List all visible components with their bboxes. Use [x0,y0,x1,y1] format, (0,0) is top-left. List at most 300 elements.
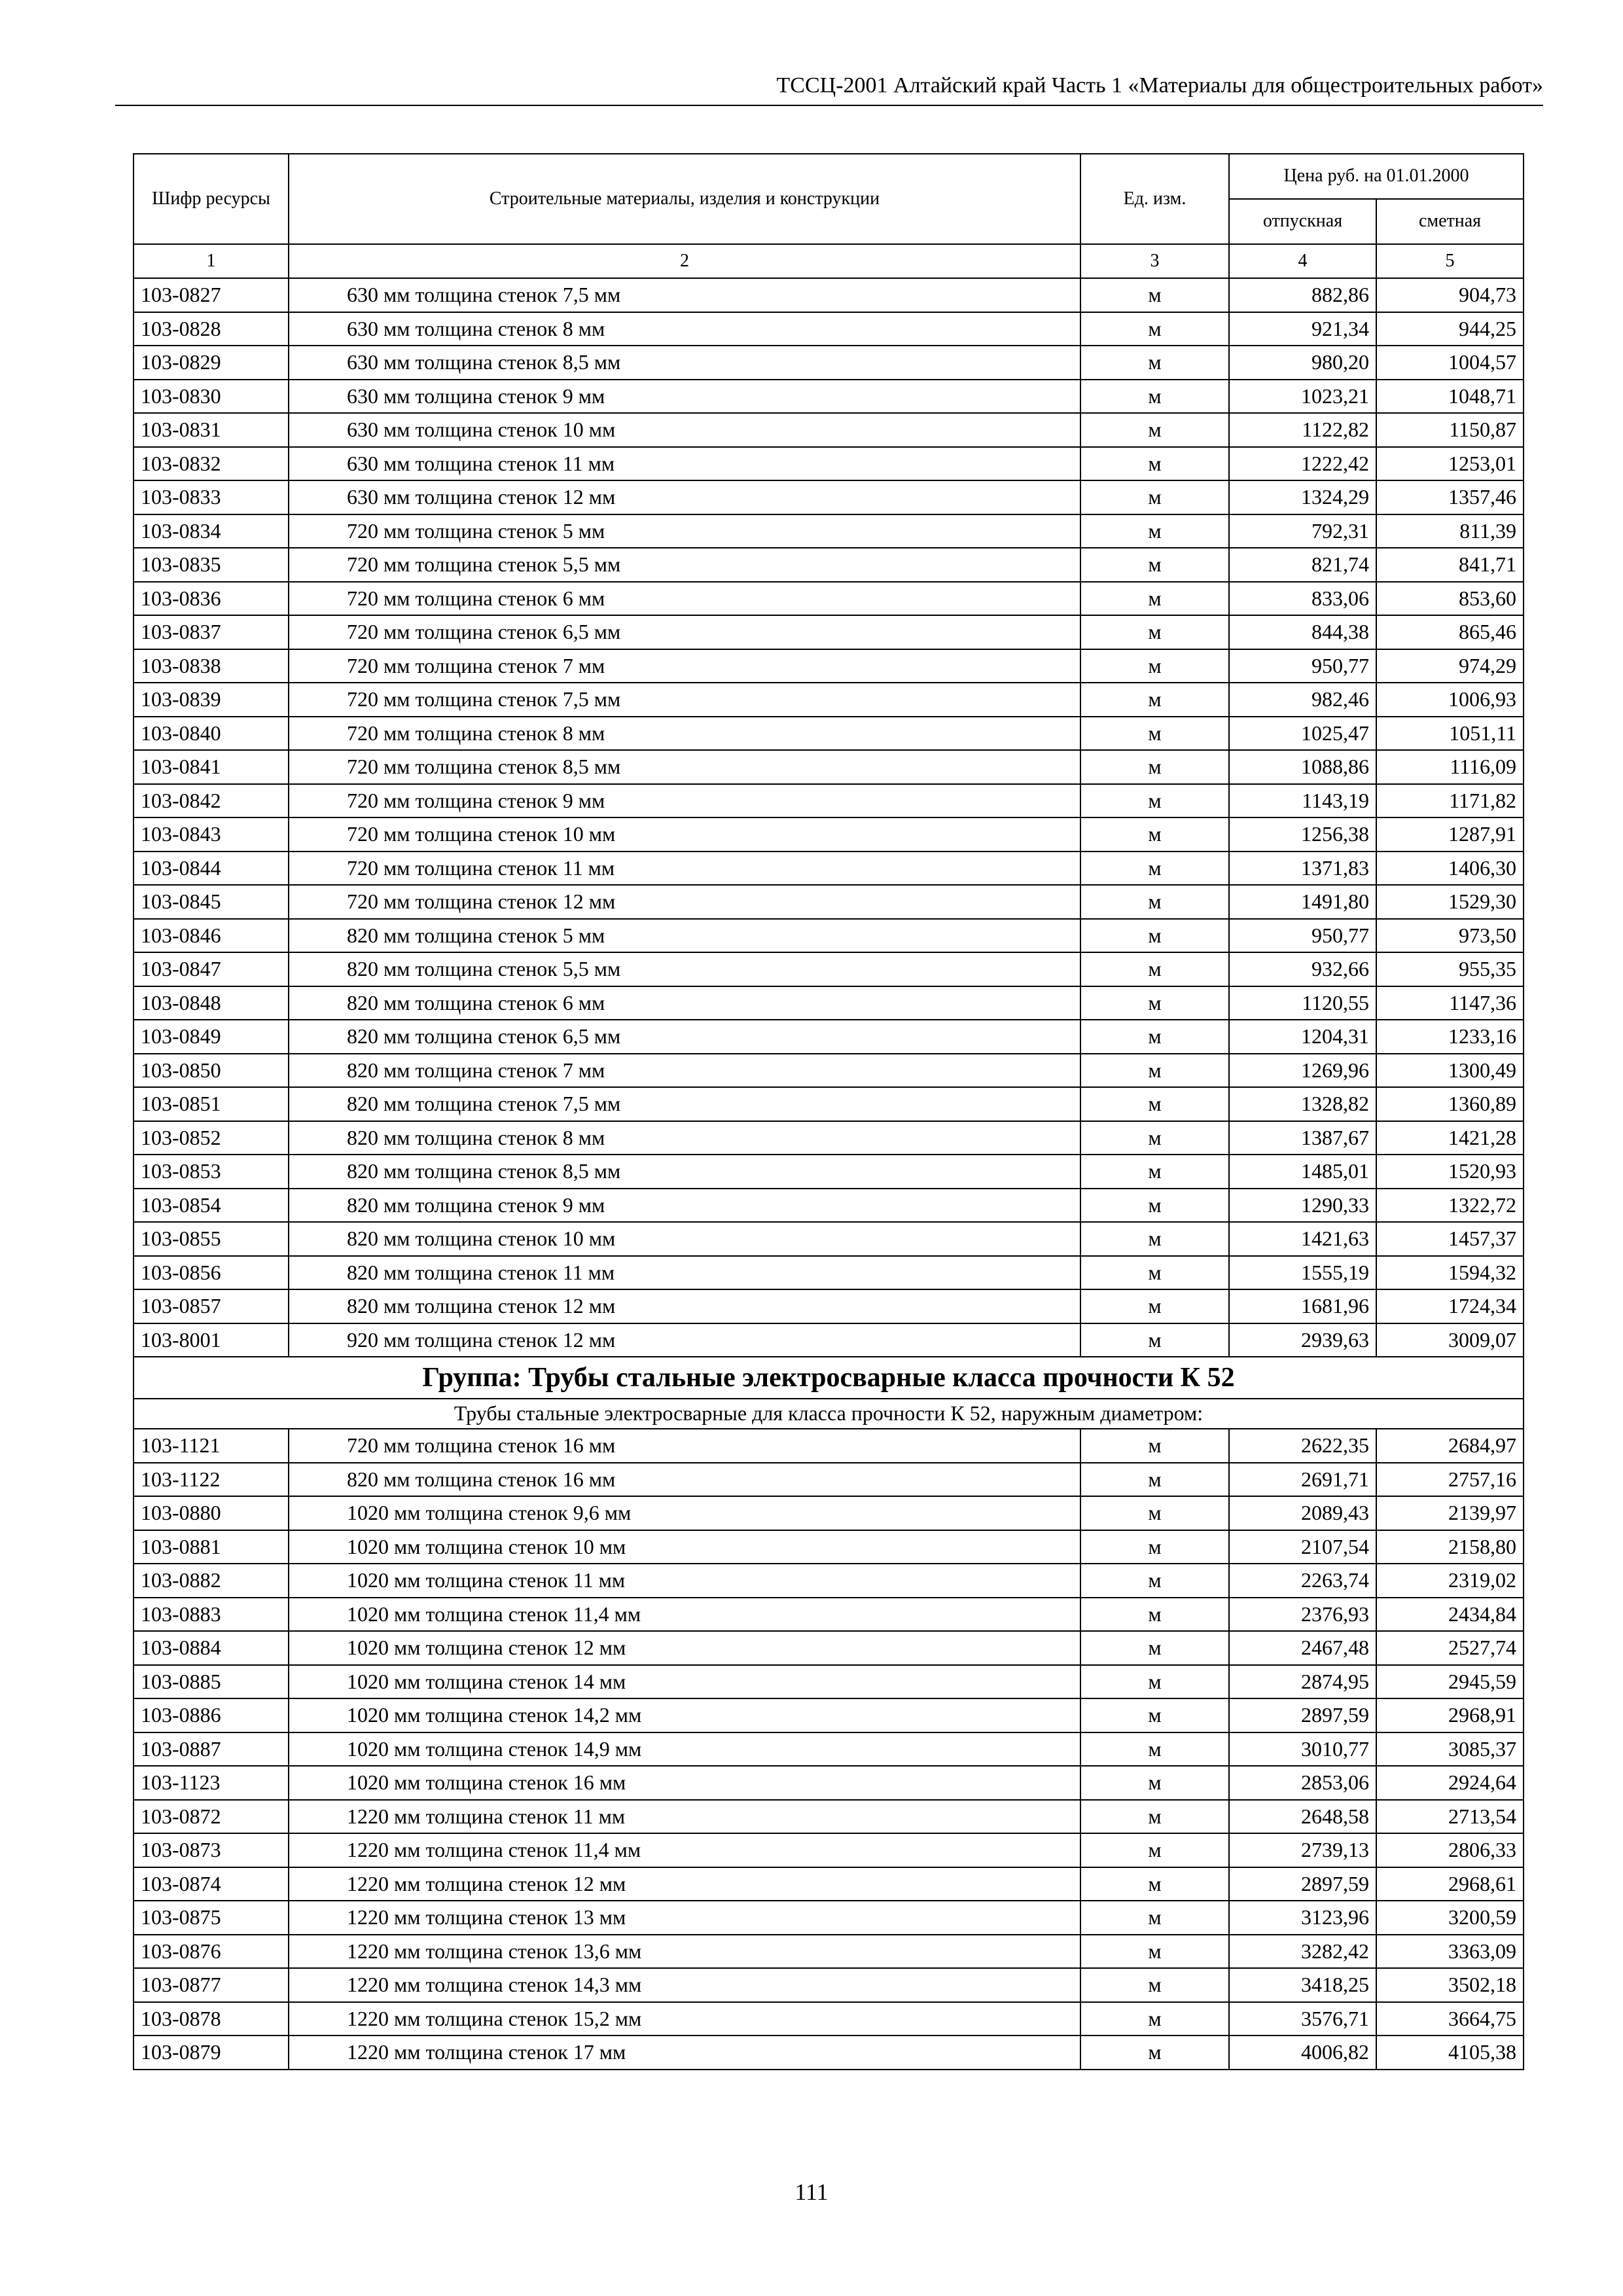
cell-estimate-price: 2968,61 [1376,1867,1524,1901]
cell-name: 820 мм толщина стенок 12 мм [289,1289,1080,1323]
cell-estimate-price: 1253,01 [1376,447,1524,481]
cell-code: 103-0848 [134,986,289,1020]
table-row [134,649,1524,683]
cell-unit: м [1080,1323,1229,1357]
cell-estimate-price: 1048,71 [1376,380,1524,414]
cell-unit: м [1080,1732,1229,1767]
cell-code: 103-0852 [134,1121,289,1155]
table-row [134,683,1524,717]
cell-code: 103-0872 [134,1800,289,1834]
cell-name: 1020 мм толщина стенок 14,2 мм [289,1698,1080,1732]
cell-estimate-price: 1300,49 [1376,1054,1524,1088]
table-row [134,548,1524,582]
cell-unit: м [1080,1665,1229,1699]
cell-code: 103-0837 [134,615,289,649]
cell-release-price: 2897,59 [1229,1698,1376,1732]
cell-release-price: 2897,59 [1229,1867,1376,1901]
cell-name: 720 мм толщина стенок 16 мм [289,1429,1080,1463]
table-row [134,1189,1524,1223]
cell-estimate-price: 2684,97 [1376,1429,1524,1463]
cell-name: 630 мм толщина стенок 8 мм [289,312,1080,346]
column-header-release-price: отпускная [1229,199,1376,244]
cell-name: 1220 мм толщина стенок 13,6 мм [289,1935,1080,1969]
cell-release-price: 1324,29 [1229,480,1376,514]
table-row [134,1665,1524,1699]
cell-code: 103-0836 [134,582,289,616]
table-row [134,1323,1524,1357]
cell-estimate-price: 865,46 [1376,615,1524,649]
cell-unit: м [1080,885,1229,919]
group-subtitle: Трубы стальные электросварные для класса прочности К 52, наружным диаметром: [134,1399,1524,1429]
cell-unit: м [1080,1463,1229,1497]
cell-estimate-price: 904,73 [1376,278,1524,312]
cell-release-price: 2089,43 [1229,1496,1376,1530]
cell-unit: м [1080,312,1229,346]
table-row [134,885,1524,919]
cell-name: 720 мм толщина стенок 5 мм [289,514,1080,548]
cell-unit: м [1080,750,1229,784]
column-number: 4 [1229,244,1376,278]
cell-name: 1020 мм толщина стенок 11 мм [289,1564,1080,1598]
cell-estimate-price: 1322,72 [1376,1189,1524,1223]
cell-release-price: 1387,67 [1229,1121,1376,1155]
cell-name: 820 мм толщина стенок 9 мм [289,1189,1080,1223]
table-row [134,1631,1524,1665]
cell-unit: м [1080,1833,1229,1867]
cell-estimate-price: 853,60 [1376,582,1524,616]
cell-release-price: 833,06 [1229,582,1376,616]
cell-unit: м [1080,1087,1229,1121]
cell-release-price: 1023,21 [1229,380,1376,414]
cell-code: 103-0841 [134,750,289,784]
cell-code: 103-0827 [134,278,289,312]
cell-release-price: 1555,19 [1229,1256,1376,1290]
cell-estimate-price: 1171,82 [1376,784,1524,818]
cell-name: 820 мм толщина стенок 5 мм [289,919,1080,953]
cell-unit: м [1080,278,1229,312]
cell-name: 920 мм толщина стенок 12 мм [289,1323,1080,1357]
cell-name: 720 мм толщина стенок 6,5 мм [289,615,1080,649]
cell-name: 630 мм толщина стенок 11 мм [289,447,1080,481]
cell-release-price: 1222,42 [1229,447,1376,481]
cell-name: 1220 мм толщина стенок 15,2 мм [289,2002,1080,2036]
cell-unit: м [1080,1935,1229,1969]
cell-release-price: 3123,96 [1229,1901,1376,1935]
cell-name: 820 мм толщина стенок 10 мм [289,1222,1080,1256]
cell-release-price: 821,74 [1229,548,1376,582]
cell-release-price: 1143,19 [1229,784,1376,818]
cell-estimate-price: 2527,74 [1376,1631,1524,1665]
cell-name: 820 мм толщина стенок 8 мм [289,1121,1080,1155]
cell-code: 103-0880 [134,1496,289,1530]
cell-release-price: 792,31 [1229,514,1376,548]
cell-unit: м [1080,413,1229,447]
cell-release-price: 1681,96 [1229,1289,1376,1323]
cell-release-price: 921,34 [1229,312,1376,346]
cell-unit: м [1080,1766,1229,1800]
cell-release-price: 1491,80 [1229,885,1376,919]
cell-unit: м [1080,952,1229,986]
header-divider [115,105,1543,106]
cell-release-price: 2853,06 [1229,1766,1376,1800]
cell-code: 103-0884 [134,1631,289,1665]
cell-code: 103-0828 [134,312,289,346]
cell-release-price: 1088,86 [1229,750,1376,784]
cell-release-price: 2263,74 [1229,1564,1376,1598]
cell-unit: м [1080,2002,1229,2036]
cell-release-price: 982,46 [1229,683,1376,717]
cell-estimate-price: 1360,89 [1376,1087,1524,1121]
cell-code: 103-0830 [134,380,289,414]
table-header-row [134,154,1524,199]
cell-unit: м [1080,919,1229,953]
cell-code: 103-0829 [134,346,289,380]
cell-code: 103-8001 [134,1323,289,1357]
cell-estimate-price: 2924,64 [1376,1766,1524,1800]
cell-code: 103-0886 [134,1698,289,1732]
cell-estimate-price: 1287,91 [1376,817,1524,852]
cell-name: 820 мм толщина стенок 11 мм [289,1256,1080,1290]
cell-code: 103-0849 [134,1020,289,1054]
cell-release-price: 2467,48 [1229,1631,1376,1665]
cell-unit: м [1080,852,1229,886]
cell-code: 103-1121 [134,1429,289,1463]
cell-release-price: 2691,71 [1229,1463,1376,1497]
cell-release-price: 980,20 [1229,346,1376,380]
cell-unit: м [1080,1901,1229,1935]
table-row [134,1463,1524,1497]
table-row [134,817,1524,852]
cell-estimate-price: 841,71 [1376,548,1524,582]
cell-name: 630 мм толщина стенок 8,5 мм [289,346,1080,380]
group-section [134,1357,1524,1429]
cell-estimate-price: 1150,87 [1376,413,1524,447]
table-row [134,2036,1524,2070]
table-row [134,1087,1524,1121]
cell-unit: м [1080,1155,1229,1189]
cell-name: 1220 мм толщина стенок 14,3 мм [289,1968,1080,2002]
cell-estimate-price: 2139,97 [1376,1496,1524,1530]
cell-name: 630 мм толщина стенок 12 мм [289,480,1080,514]
cell-unit: м [1080,548,1229,582]
table-row [134,1935,1524,1969]
group-title: Группа: Трубы стальные электросварные класса прочности К 52 [134,1357,1524,1399]
cell-estimate-price: 1233,16 [1376,1020,1524,1054]
table-row [134,717,1524,751]
cell-release-price: 1290,33 [1229,1189,1376,1223]
cell-unit: м [1080,1564,1229,1598]
cell-unit: м [1080,1054,1229,1088]
page-number: 111 [794,2179,829,2205]
cell-release-price: 1256,38 [1229,817,1376,852]
cell-unit: м [1080,1020,1229,1054]
cell-estimate-price: 1051,11 [1376,717,1524,751]
cell-code: 103-0832 [134,447,289,481]
cell-name: 1020 мм толщина стенок 11,4 мм [289,1598,1080,1632]
cell-name: 720 мм толщина стенок 12 мм [289,885,1080,919]
price-table [133,153,1524,2070]
table-row [134,1530,1524,1564]
table-row [134,1256,1524,1290]
cell-unit: м [1080,2036,1229,2070]
cell-estimate-price: 811,39 [1376,514,1524,548]
cell-unit: м [1080,1631,1229,1665]
table-row [134,2002,1524,2036]
table-row [134,1833,1524,1867]
cell-code: 103-0853 [134,1155,289,1189]
table-row [134,1598,1524,1632]
cell-release-price: 2739,13 [1229,1833,1376,1867]
cell-estimate-price: 3009,07 [1376,1323,1524,1357]
cell-code: 103-0873 [134,1833,289,1867]
cell-code: 103-0833 [134,480,289,514]
cell-code: 103-1123 [134,1766,289,1800]
cell-unit: м [1080,1256,1229,1290]
cell-name: 820 мм толщина стенок 5,5 мм [289,952,1080,986]
cell-release-price: 1269,96 [1229,1054,1376,1088]
table-row [134,852,1524,886]
cell-unit: м [1080,649,1229,683]
table-row [134,1121,1524,1155]
cell-estimate-price: 3085,37 [1376,1732,1524,1767]
cell-code: 103-1122 [134,1463,289,1497]
table-row [134,1054,1524,1088]
cell-unit: м [1080,1867,1229,1901]
cell-estimate-price: 955,35 [1376,952,1524,986]
cell-release-price: 1122,82 [1229,413,1376,447]
cell-name: 720 мм толщина стенок 7,5 мм [289,683,1080,717]
cell-release-price: 882,86 [1229,278,1376,312]
cell-code: 103-0877 [134,1968,289,2002]
cell-estimate-price: 3200,59 [1376,1901,1524,1935]
cell-release-price: 1485,01 [1229,1155,1376,1189]
group-title-row [134,1357,1524,1399]
cell-estimate-price: 974,29 [1376,649,1524,683]
column-header-unit: Ед. изм. [1080,154,1229,244]
cell-estimate-price: 1594,32 [1376,1256,1524,1290]
table-row [134,1766,1524,1800]
cell-release-price: 1120,55 [1229,986,1376,1020]
column-number-row [134,244,1524,278]
cell-name: 1020 мм толщина стенок 10 мм [289,1530,1080,1564]
cell-name: 1020 мм толщина стенок 14,9 мм [289,1732,1080,1767]
cell-name: 720 мм толщина стенок 11 мм [289,852,1080,886]
cell-name: 720 мм толщина стенок 6 мм [289,582,1080,616]
column-header-code: Шифр ресурсы [134,154,289,244]
column-header-name: Строительные материалы, изделия и конструкции [289,154,1080,244]
cell-unit: м [1080,817,1229,852]
cell-unit: м [1080,480,1229,514]
cell-release-price: 2874,95 [1229,1665,1376,1699]
cell-name: 1220 мм толщина стенок 17 мм [289,2036,1080,2070]
cell-code: 103-0855 [134,1222,289,1256]
cell-code: 103-0887 [134,1732,289,1767]
table-row [134,312,1524,346]
cell-unit: м [1080,1800,1229,1834]
cell-code: 103-0834 [134,514,289,548]
cell-release-price: 1025,47 [1229,717,1376,751]
cell-code: 103-0843 [134,817,289,852]
cell-code: 103-0878 [134,2002,289,2036]
cell-estimate-price: 2713,54 [1376,1800,1524,1834]
cell-unit: м [1080,784,1229,818]
cell-unit: м [1080,346,1229,380]
cell-code: 103-0840 [134,717,289,751]
cell-name: 1220 мм толщина стенок 12 мм [289,1867,1080,1901]
table-row [134,480,1524,514]
page-header-title: ТССЦ-2001 Алтайский край Часть 1 «Материалы для общестроительных работ» [776,73,1543,98]
table-row [134,1289,1524,1323]
cell-release-price: 844,38 [1229,615,1376,649]
cell-code: 103-0856 [134,1256,289,1290]
table-row [134,1222,1524,1256]
cell-estimate-price: 3664,75 [1376,2002,1524,2036]
cell-name: 630 мм толщина стенок 7,5 мм [289,278,1080,312]
cell-name: 820 мм толщина стенок 7,5 мм [289,1087,1080,1121]
cell-release-price: 2648,58 [1229,1800,1376,1834]
cell-code: 103-0851 [134,1087,289,1121]
cell-estimate-price: 1406,30 [1376,852,1524,886]
cell-release-price: 3010,77 [1229,1732,1376,1767]
table-row [134,1155,1524,1189]
table-row [134,986,1524,1020]
cell-estimate-price: 1006,93 [1376,683,1524,717]
cell-code: 103-0881 [134,1530,289,1564]
cell-name: 720 мм толщина стенок 10 мм [289,817,1080,852]
cell-estimate-price: 1529,30 [1376,885,1524,919]
cell-code: 103-0874 [134,1867,289,1901]
cell-release-price: 2622,35 [1229,1429,1376,1463]
cell-estimate-price: 973,50 [1376,919,1524,953]
group-subtitle-row [134,1399,1524,1429]
column-number: 5 [1376,244,1524,278]
cell-release-price: 1371,83 [1229,852,1376,886]
table-row [134,615,1524,649]
cell-code: 103-0845 [134,885,289,919]
column-number: 3 [1080,244,1229,278]
table-row [134,1496,1524,1530]
table-body [134,154,1524,278]
cell-name: 720 мм толщина стенок 8 мм [289,717,1080,751]
cell-unit: м [1080,986,1229,1020]
cell-release-price: 950,77 [1229,649,1376,683]
table-row [134,413,1524,447]
cell-estimate-price: 1147,36 [1376,986,1524,1020]
table-row [134,1800,1524,1834]
table-row [134,380,1524,414]
table-row [134,447,1524,481]
cell-release-price: 932,66 [1229,952,1376,986]
cell-unit: м [1080,1968,1229,2002]
cell-estimate-price: 2434,84 [1376,1598,1524,1632]
column-header-price: Цена руб. на 01.01.2000 [1229,154,1524,199]
cell-name: 1020 мм толщина стенок 14 мм [289,1665,1080,1699]
cell-unit: м [1080,1121,1229,1155]
cell-unit: м [1080,1496,1229,1530]
table-row [134,278,1524,312]
table-row [134,919,1524,953]
cell-release-price: 4006,82 [1229,2036,1376,2070]
cell-estimate-price: 2158,80 [1376,1530,1524,1564]
cell-name: 720 мм толщина стенок 7 мм [289,649,1080,683]
cell-code: 103-0831 [134,413,289,447]
table-row [134,1968,1524,2002]
cell-release-price: 3418,25 [1229,1968,1376,2002]
cell-code: 103-0882 [134,1564,289,1598]
cell-estimate-price: 2806,33 [1376,1833,1524,1867]
table-row [134,1901,1524,1935]
table-row [134,1564,1524,1598]
cell-estimate-price: 4105,38 [1376,2036,1524,2070]
cell-estimate-price: 1457,37 [1376,1222,1524,1256]
cell-code: 103-0850 [134,1054,289,1088]
cell-estimate-price: 1004,57 [1376,346,1524,380]
cell-unit: м [1080,380,1229,414]
cell-name: 630 мм толщина стенок 9 мм [289,380,1080,414]
cell-name: 720 мм толщина стенок 9 мм [289,784,1080,818]
table-row [134,952,1524,986]
cell-name: 1220 мм толщина стенок 13 мм [289,1901,1080,1935]
table-row [134,784,1524,818]
cell-name: 820 мм толщина стенок 6,5 мм [289,1020,1080,1054]
cell-code: 103-0885 [134,1665,289,1699]
cell-name: 1020 мм толщина стенок 9,6 мм [289,1496,1080,1530]
cell-code: 103-0857 [134,1289,289,1323]
cell-code: 103-0876 [134,1935,289,1969]
cell-estimate-price: 3502,18 [1376,1968,1524,2002]
rows-section-2 [134,1429,1524,2070]
cell-unit: м [1080,1222,1229,1256]
cell-code: 103-0883 [134,1598,289,1632]
cell-name: 820 мм толщина стенок 16 мм [289,1463,1080,1497]
cell-unit: м [1080,1530,1229,1564]
cell-release-price: 1421,63 [1229,1222,1376,1256]
cell-unit: м [1080,447,1229,481]
cell-name: 630 мм толщина стенок 10 мм [289,413,1080,447]
column-header-estimate-price: сметная [1376,199,1524,244]
cell-estimate-price: 1357,46 [1376,480,1524,514]
cell-release-price: 2107,54 [1229,1530,1376,1564]
table-row [134,514,1524,548]
cell-release-price: 2376,93 [1229,1598,1376,1632]
column-number: 1 [134,244,289,278]
cell-unit: м [1080,582,1229,616]
cell-estimate-price: 1520,93 [1376,1155,1524,1189]
cell-code: 103-0879 [134,2036,289,2070]
cell-unit: м [1080,514,1229,548]
cell-name: 1220 мм толщина стенок 11 мм [289,1800,1080,1834]
cell-unit: м [1080,1289,1229,1323]
cell-unit: м [1080,615,1229,649]
cell-code: 103-0842 [134,784,289,818]
table-row [134,750,1524,784]
cell-release-price: 3282,42 [1229,1935,1376,1969]
cell-estimate-price: 944,25 [1376,312,1524,346]
cell-release-price: 1204,31 [1229,1020,1376,1054]
table-row [134,1429,1524,1463]
cell-name: 820 мм толщина стенок 8,5 мм [289,1155,1080,1189]
rows-section-1 [134,278,1524,1357]
table-row [134,1698,1524,1732]
table-row [134,1867,1524,1901]
cell-code: 103-0838 [134,649,289,683]
table-row [134,346,1524,380]
cell-unit: м [1080,1598,1229,1632]
cell-unit: м [1080,717,1229,751]
cell-code: 103-0846 [134,919,289,953]
column-number: 2 [289,244,1080,278]
cell-estimate-price: 1116,09 [1376,750,1524,784]
